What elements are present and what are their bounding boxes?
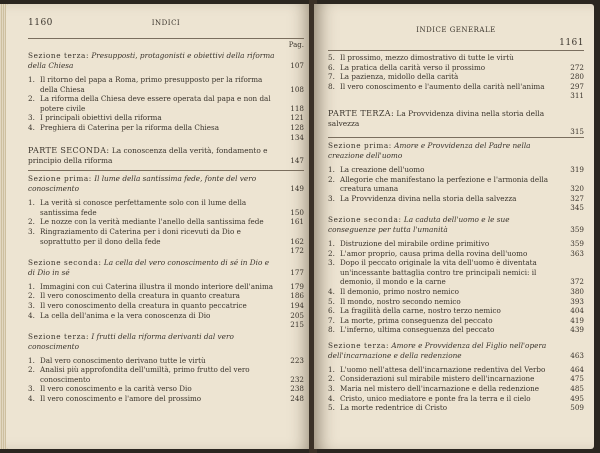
section-items [28,75,304,133]
entry-title: Il mondo, nostro secondo nemico [340,296,461,306]
toc-entry [28,311,304,321]
entry-page: 419 [570,315,584,325]
entry-title: Il ritorno del papa a Roma, primo presupposto per la riforma della Chiesa [40,75,263,94]
toc-entry [28,217,304,227]
section-items [328,53,584,91]
entry-page: 485 [570,384,584,394]
entry-title: Analisi più approfondita dell'umiltà, primo frutto del vero conoscimento [40,365,250,384]
section-end-page: 345 [570,203,584,213]
entry-number: 8. [328,81,335,91]
entry-page: 393 [570,296,584,306]
entry-title: Maria nel mistero dell'incarnazione e della redenzione [340,384,540,394]
toc-entry [328,258,584,287]
entry-number: 3. [328,193,335,203]
entry-title: Il vero conoscimento e la carità verso Dio [40,384,192,394]
entry-page: 297 [570,81,584,91]
entry-number: 4. [328,393,335,403]
entry-number: 2. [28,217,35,227]
toc-entry [328,316,584,326]
toc-entry [28,94,304,113]
entry-number: 1. [328,164,335,174]
toc-entry [28,227,304,246]
entry-page: 509 [570,403,584,413]
entry-page: 248 [290,394,304,404]
entry-number: 2. [28,291,35,301]
entry-title: La verità si conosce perfettamente solo con il lume della santissima fede [40,198,247,217]
part-heading: PARTE TERZA: La Provvidenza divina nella storia della salvezza 315 [328,108,584,136]
right-running-header [328,26,584,48]
entry-title: I principali obiettivi della riforma [40,113,162,123]
entry-number: 6. [328,306,335,316]
entry-number: 2. [28,365,35,375]
entry-number: 5. [328,403,335,413]
toc-entry [328,365,584,375]
entry-page: 464 [570,364,584,374]
entry-number: 4. [28,394,35,404]
left-page-number: 1160 [28,18,53,28]
toc-entry [28,301,304,311]
entry-number: 5. [328,296,335,306]
entry-title: La creazione dell'uomo [340,164,425,174]
divider [28,170,304,171]
entry-number: 7. [328,315,335,325]
entry-title: Preghiera di Caterina per la riforma della Chiesa [40,122,220,132]
entry-number: 1. [328,364,335,374]
header-rule [328,50,584,51]
section-heading: Sezione terza: Presupposti, protagonisti e obiettivi della riforma della Chiesa 107 [28,51,304,70]
entry-number: 3. [28,113,35,123]
entry-page: 232 [290,374,304,384]
entry-page: 475 [570,374,584,384]
entry-title: La fragilità della carne, nostro terzo nemico [340,306,501,316]
toc-entry [328,249,584,259]
entry-page: 320 [570,184,584,194]
entry-title: L'amor proprio, causa prima della rovina dell'uomo [340,248,528,258]
entry-title: Considerazioni sul mirabile mistero dell'incarnazione [340,374,535,384]
entry-page: 363 [570,248,584,258]
entry-title: Il prossimo, mezzo dimostrativo di tutte le virtù [340,53,514,62]
section-items [28,198,304,246]
left-running-head: INDICI [151,19,181,27]
entry-number: 3. [328,384,335,394]
toc-entry [328,194,584,204]
entry-title: Ringraziamento di Caterina per i doni ricevuti da Dio e soprattutto per il dono della fede [40,226,241,246]
toc-entry [328,63,584,73]
section-heading: Sezione seconda: La caduta dell'uomo e le sue conseguenze per tutta l'umanità 359 [328,214,584,234]
left-page [6,4,312,449]
right-running-head: INDICE GENERALE [416,26,496,34]
entry-title: Dopo il peccato originale la vita dell'uomo è diventata un'incessante battaglia contro tre principali nemici: il demonio, il mondo e la carne [340,258,537,287]
toc-entry [328,325,584,335]
entry-number: 2. [328,374,335,384]
section-items [328,365,584,413]
entry-number: 7. [328,72,335,82]
section-heading: Sezione seconda: La cella del vero conoscimento di sé in Dio e di Dio in sé 177 [28,257,304,277]
toc-entry [328,306,584,316]
right-page [314,4,594,449]
pag-label: Pag. [288,41,304,49]
entry-title: Il vero conoscimento della creatura in quanto creatura [40,291,240,301]
entry-number: 2. [328,248,335,258]
entry-number: 4. [328,286,335,296]
entry-page: 223 [290,355,304,365]
entry-page: 161 [290,217,304,227]
entry-page: 272 [570,62,584,72]
entry-title: L'uomo nell'attesa dell'incarnazione redentiva del Verbo [340,364,546,374]
entry-title: Immagini con cui Caterina illustra il mondo interiore dell'anima [40,281,274,291]
entry-title: Il vero conoscimento e l'amore del prossimo [40,394,202,404]
part-heading: PARTE SECONDA: La conoscenza della verità, fondamento e principio della riforma 147 [28,146,304,166]
toc-entry [328,165,584,175]
section-heading: Sezione terza: I frutti della riforma derivanti dal vero conoscimento [28,331,234,351]
entry-page: 439 [570,325,584,335]
section-items [28,282,304,320]
entry-number: 1. [328,238,335,248]
toc-entry [328,297,584,307]
toc-entry [28,75,304,94]
section-end-page: 311 [570,91,584,101]
entry-number: 4. [28,310,35,320]
toc-entry [28,282,304,292]
toc-entry [328,72,584,82]
entry-number: 3. [28,226,35,236]
entry-title: La cella dell'anima e la vera conoscenza di Dio [40,310,211,320]
toc-entry [328,384,584,394]
entry-title: Distruzione del mirabile ordine primitivo [340,238,490,248]
toc-entry [28,394,304,404]
entry-title: L'inferno, ultima conseguenza del peccato [340,325,495,335]
section-items [328,239,584,335]
toc-entry [328,175,584,194]
toc-entry [28,113,304,123]
entry-number: 8. [328,325,335,335]
entry-page: 359 [570,238,584,248]
section-items [328,165,584,203]
entry-number: 1. [28,355,35,365]
toc-entry [328,394,584,404]
entry-page: 205 [290,310,304,320]
toc-entry [28,356,304,366]
toc-entry [28,291,304,301]
entry-title: La morte redentrice di Cristo [340,403,448,413]
entry-number: 3. [28,384,35,394]
entry-page: 162 [290,236,304,246]
section-end-page: 215 [290,320,304,330]
entry-page: 238 [290,384,304,394]
entry-title: Il vero conoscimento della creatura in quanto peccatrice [40,300,247,310]
entry-page: 108 [290,84,304,94]
entry-page: 194 [290,300,304,310]
entry-title: La pratica della carità verso il prossimo [340,62,486,72]
toc-entry [328,403,584,413]
toc-entry [28,198,304,217]
entry-page: 280 [570,72,584,82]
entry-title: Le nozze con la verità mediante l'anello della santissima fede [40,217,264,227]
toc-entry [28,365,304,384]
divider [328,137,584,138]
toc-entry [28,123,304,133]
toc-entry [328,53,584,63]
entry-title: Cristo, unico mediatore e ponte fra la terra e il cielo [340,393,531,403]
entry-number: 6. [328,62,335,72]
entry-title: La riforma della Chiesa deve essere operata dal papa e non dal potere civile [40,94,271,113]
entry-page: 118 [290,103,304,113]
section-end-page: 134 [290,132,304,142]
toc-entry [328,287,584,297]
section-end-page: 172 [290,246,304,256]
entry-page: 404 [570,306,584,316]
entry-number: 3. [328,258,335,268]
entry-page: 327 [570,193,584,203]
entry-number: 4. [28,122,35,132]
entry-title: Il vero conoscimento e l'aumento della carità nell'anima [340,81,545,91]
entry-page: 121 [290,113,304,123]
entry-page: 319 [570,164,584,174]
entry-number: 5. [328,53,335,62]
entry-title: Il demonio, primo nostro nemico [340,286,459,296]
entry-number: 1. [28,75,35,84]
toc-entry [328,374,584,384]
toc-entry [328,82,584,92]
toc-entry [328,239,584,249]
entry-number: 1. [28,281,35,291]
section-items [28,356,304,404]
entry-page: 372 [570,277,584,287]
entry-page: 150 [290,207,304,217]
toc-entry [28,384,304,394]
entry-number: 2. [28,94,35,104]
section-heading: Sezione prima: Il lume della santissima fede, fonte del vero conoscimento 149 [28,174,304,194]
entry-title: La morte, prima conseguenza del peccato [340,315,493,325]
section-heading: Sezione terza: Amore e Provvidenza del Figlio nell'opera dell'incarnazione e della redenzione 463 [328,340,584,360]
entry-title: Dal vero conoscimento derivano tutte le virtù [40,355,206,365]
section-heading: Sezione prima: Amore e Provvidenza del Padre nella creazione dell'uomo [328,140,531,160]
entry-number: 3. [28,300,35,310]
entry-page: 128 [290,122,304,132]
entry-number: 2. [328,174,335,184]
entry-page: 179 [290,281,304,291]
entry-title: La pazienza, midollo della carità [340,72,459,82]
left-running-header [28,18,304,32]
entry-page: 380 [570,286,584,296]
entry-page: 495 [570,393,584,403]
entry-page: 186 [290,291,304,301]
entry-number: 1. [28,198,35,208]
entry-title: La Provvidenza divina nella storia della salvezza [340,193,517,203]
header-rule [28,38,304,39]
right-page-number: 1161 [559,38,584,48]
entry-title: Allegorie che manifestano la perfezione e l'armonia della creatura umana [340,174,549,194]
